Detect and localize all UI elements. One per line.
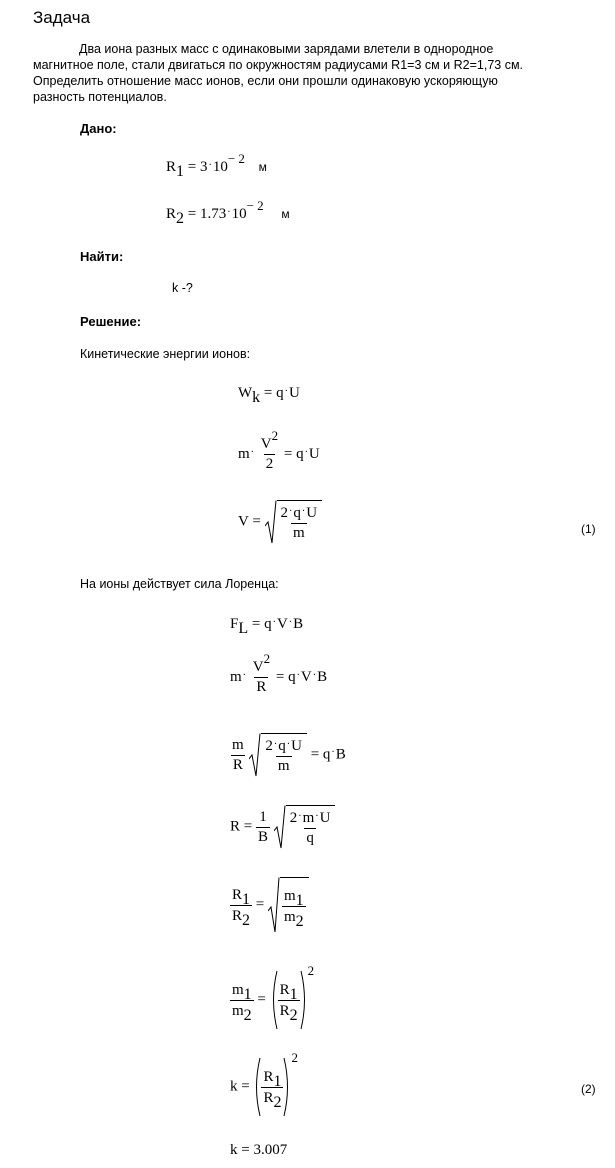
equation-number: (1) — [581, 522, 596, 536]
equation-centripetal: m· $\frac{V2}{R}$ = q·V·B — [230, 651, 328, 695]
sqrt-sign: $\frac{2^\cdot m^\cdot U}{q}$ — [274, 805, 336, 849]
given-heading: Дано: — [80, 121, 117, 136]
parentheses: $\frac{R1}{R2}$ — [253, 1057, 291, 1117]
problem-line: Определить отношение масс ионов, если они прошли одинаковую ускоряющую — [33, 74, 498, 88]
equation-velocity: V = $\frac{2^\cdot q^\cdot U}{m}$ — [238, 500, 322, 544]
unit: м — [258, 160, 267, 174]
equation-kinetic-energy: Wk = q·U — [238, 385, 300, 406]
sqrt-sign: $\frac{2^\cdot q^\cdot U}{m}$ — [249, 733, 307, 777]
equation-k: k = $\frac{R1}{R2}$ 2 — [230, 1057, 298, 1117]
problem-statement — [33, 41, 603, 105]
equation-lorentz-force: FL = q·V·B — [230, 616, 304, 637]
equation-radius-ratio: $\frac{R1}{R2}$ = $\frac{m1}{m2}$ — [230, 877, 309, 933]
sqrt-sign: $\frac{m1}{m2}$ — [268, 877, 309, 933]
problem-line: разность потенциалов. — [33, 90, 167, 104]
result-value: 3.007 — [253, 1142, 288, 1158]
equation-substitution: $\frac{m}{R}$ $\frac{2^\cdot q^\cdot U}{m}$ = q·B — [230, 733, 346, 777]
equation-mass-ratio: $\frac{m1}{m2}$ = $\frac{R1}{R2}$ 2 — [230, 970, 314, 1030]
sqrt-sign: $\frac{2^\cdot q^\cdot U}{m}$ — [265, 500, 323, 544]
lorentz-text: На ионы действует сила Лоренца: — [80, 577, 279, 591]
equation-mv2: m· $\frac{V2}{2}$ = q·U — [238, 428, 320, 472]
unit: м — [281, 207, 290, 221]
given-r1: R1 = 3·10− 2 м — [166, 151, 267, 180]
solution-heading: Решение: — [80, 314, 142, 329]
find-text: k -? — [172, 281, 193, 295]
result-k: k = 3.007 — [230, 1142, 288, 1158]
given-r2: R2 = 1.73·10− 2 м — [166, 198, 290, 227]
equation-radius: R = $\frac{1}{B}$ $\frac{2^\cdot m^\cdot U}{q}$ — [230, 805, 335, 849]
problem-line: магнитное поле, стали двигаться по окружностям радиусами R1=3 см и R2=1,73 см. — [33, 58, 524, 72]
problem-line: Два иона разных масс с одинаковыми зарядами влетели в однородное — [79, 42, 494, 56]
kinetic-text: Кинетические энергии ионов: — [80, 347, 251, 361]
equation-number: (2) — [581, 1082, 596, 1096]
find-heading: Найти: — [80, 249, 124, 264]
page-title: Задача — [33, 8, 91, 27]
parentheses: $\frac{R1}{R2}$ — [270, 970, 308, 1030]
